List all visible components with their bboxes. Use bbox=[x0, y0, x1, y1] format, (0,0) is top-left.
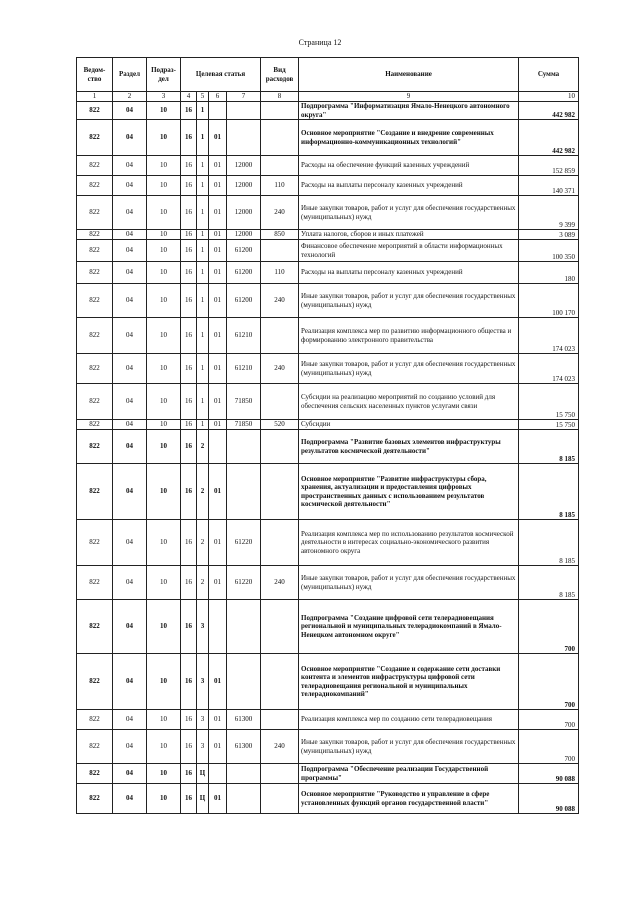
index-cell: 7 bbox=[227, 92, 261, 102]
expense-type-cell bbox=[261, 764, 299, 784]
target-direction-cell bbox=[227, 464, 261, 520]
amount-cell: 15 750 bbox=[519, 384, 579, 420]
amount-cell: 100 350 bbox=[519, 240, 579, 262]
expense-type-cell bbox=[261, 784, 299, 814]
target-program-cell: 16 bbox=[181, 196, 197, 230]
expense-type-cell: 520 bbox=[261, 420, 299, 430]
target-subprogram-cell: 3 bbox=[197, 710, 209, 730]
target-activity-cell: 01 bbox=[209, 354, 227, 384]
index-cell: 6 bbox=[209, 92, 227, 102]
target-activity-cell: 01 bbox=[209, 710, 227, 730]
name-cell: Финансовое обеспечение мероприятий в области информационных технологий bbox=[299, 240, 519, 262]
section-code-cell: 04 bbox=[113, 730, 147, 764]
target-subprogram-cell: 1 bbox=[197, 354, 209, 384]
section-code-cell: 04 bbox=[113, 764, 147, 784]
target-activity-cell bbox=[209, 102, 227, 120]
target-activity-cell: 01 bbox=[209, 420, 227, 430]
target-program-cell: 16 bbox=[181, 520, 197, 566]
column-index-row bbox=[77, 92, 579, 102]
target-direction-cell: 71850 bbox=[227, 420, 261, 430]
target-subprogram-cell: 1 bbox=[197, 420, 209, 430]
expense-type-cell bbox=[261, 156, 299, 176]
target-direction-cell: 12000 bbox=[227, 196, 261, 230]
target-activity-cell: 01 bbox=[209, 318, 227, 354]
expense-type-cell: 240 bbox=[261, 566, 299, 600]
target-program-cell: 16 bbox=[181, 318, 197, 354]
target-direction-cell bbox=[227, 102, 261, 120]
target-subprogram-cell: 2 bbox=[197, 520, 209, 566]
amount-cell: 140 371 bbox=[519, 176, 579, 196]
target-direction-cell bbox=[227, 120, 261, 156]
section-code-cell: 04 bbox=[113, 464, 147, 520]
target-direction-cell: 61300 bbox=[227, 730, 261, 764]
table-row bbox=[77, 384, 579, 420]
section-code-cell: 04 bbox=[113, 710, 147, 730]
name-cell: Реализация комплекса мер по созданию сети телерадиовещания bbox=[299, 710, 519, 730]
target-program-cell: 16 bbox=[181, 566, 197, 600]
name-cell: Уплата налогов, сборов и иных платежей bbox=[299, 230, 519, 240]
target-subprogram-cell: 2 bbox=[197, 566, 209, 600]
amount-cell: 700 bbox=[519, 710, 579, 730]
table-row bbox=[77, 654, 579, 710]
section-code-cell: 04 bbox=[113, 156, 147, 176]
table-row bbox=[77, 354, 579, 384]
subsection-code-cell: 10 bbox=[147, 654, 181, 710]
target-program-cell: 16 bbox=[181, 654, 197, 710]
target-subprogram-cell: 1 bbox=[197, 284, 209, 318]
target-activity-cell: 01 bbox=[209, 730, 227, 764]
department-code-cell: 822 bbox=[77, 764, 113, 784]
target-subprogram-cell: 3 bbox=[197, 600, 209, 654]
target-direction-cell: 61220 bbox=[227, 520, 261, 566]
section-code-cell: 04 bbox=[113, 102, 147, 120]
department-code-cell: 822 bbox=[77, 654, 113, 710]
amount-cell: 90 088 bbox=[519, 764, 579, 784]
header-razdel: Раздел bbox=[113, 58, 147, 92]
table-row bbox=[77, 262, 579, 284]
subsection-code-cell: 10 bbox=[147, 384, 181, 420]
target-subprogram-cell: 1 bbox=[197, 230, 209, 240]
subsection-code-cell: 10 bbox=[147, 764, 181, 784]
target-activity-cell: 01 bbox=[209, 230, 227, 240]
department-code-cell: 822 bbox=[77, 354, 113, 384]
section-code-cell: 04 bbox=[113, 784, 147, 814]
target-program-cell: 16 bbox=[181, 464, 197, 520]
target-direction-cell bbox=[227, 600, 261, 654]
target-program-cell: 16 bbox=[181, 430, 197, 464]
name-cell: Субсидии на реализацию мероприятий по созданию условий для обеспечения сельских населенных пунктов услугами связи bbox=[299, 384, 519, 420]
target-activity-cell bbox=[209, 600, 227, 654]
target-program-cell: 16 bbox=[181, 354, 197, 384]
target-direction-cell bbox=[227, 654, 261, 710]
target-subprogram-cell: 1 bbox=[197, 318, 209, 354]
expense-type-cell bbox=[261, 318, 299, 354]
department-code-cell: 822 bbox=[77, 230, 113, 240]
name-cell: Расходы на выплаты персоналу казенных учреждений bbox=[299, 176, 519, 196]
amount-cell: 15 750 bbox=[519, 420, 579, 430]
target-program-cell: 16 bbox=[181, 240, 197, 262]
table-row bbox=[77, 600, 579, 654]
table-row bbox=[77, 318, 579, 354]
target-activity-cell: 01 bbox=[209, 520, 227, 566]
target-direction-cell: 61200 bbox=[227, 284, 261, 318]
target-direction-cell: 61200 bbox=[227, 240, 261, 262]
target-activity-cell: 01 bbox=[209, 176, 227, 196]
target-direction-cell: 61210 bbox=[227, 318, 261, 354]
subsection-code-cell: 10 bbox=[147, 420, 181, 430]
target-direction-cell: 12000 bbox=[227, 156, 261, 176]
name-cell: Иные закупки товаров, работ и услуг для обеспечения государственных (муниципальных) нужд bbox=[299, 730, 519, 764]
subsection-code-cell: 10 bbox=[147, 262, 181, 284]
table-row bbox=[77, 464, 579, 520]
name-cell: Расходы на обеспечение функций казенных учреждений bbox=[299, 156, 519, 176]
section-code-cell: 04 bbox=[113, 384, 147, 420]
subsection-code-cell: 10 bbox=[147, 354, 181, 384]
expense-type-cell bbox=[261, 384, 299, 420]
department-code-cell: 822 bbox=[77, 710, 113, 730]
amount-cell: 8 185 bbox=[519, 464, 579, 520]
target-program-cell: 16 bbox=[181, 764, 197, 784]
name-cell: Расходы на выплаты персоналу казенных учреждений bbox=[299, 262, 519, 284]
department-code-cell: 822 bbox=[77, 464, 113, 520]
header-podrazdel: Подраз-дел bbox=[147, 58, 181, 92]
department-code-cell: 822 bbox=[77, 520, 113, 566]
target-subprogram-cell: 1 bbox=[197, 384, 209, 420]
subsection-code-cell: 10 bbox=[147, 240, 181, 262]
name-cell: Основное мероприятие "Руководство и управление в сфере установленных функций органов государственной власти" bbox=[299, 784, 519, 814]
section-code-cell: 04 bbox=[113, 600, 147, 654]
department-code-cell: 822 bbox=[77, 730, 113, 764]
amount-cell: 174 023 bbox=[519, 318, 579, 354]
table-row bbox=[77, 710, 579, 730]
target-subprogram-cell: 1 bbox=[197, 196, 209, 230]
page-label: Страница 12 bbox=[298, 38, 342, 47]
amount-cell: 700 bbox=[519, 654, 579, 710]
section-code-cell: 04 bbox=[113, 520, 147, 566]
department-code-cell: 822 bbox=[77, 384, 113, 420]
target-program-cell: 16 bbox=[181, 230, 197, 240]
expense-type-cell bbox=[261, 102, 299, 120]
header-naimenovanie: Наименование bbox=[299, 58, 519, 92]
table-row bbox=[77, 102, 579, 120]
department-code-cell: 822 bbox=[77, 262, 113, 284]
target-activity-cell: 01 bbox=[209, 464, 227, 520]
target-subprogram-cell: 2 bbox=[197, 430, 209, 464]
target-activity-cell: 01 bbox=[209, 120, 227, 156]
table-row bbox=[77, 420, 579, 430]
subsection-code-cell: 10 bbox=[147, 230, 181, 240]
amount-cell: 9 399 bbox=[519, 196, 579, 230]
subsection-code-cell: 10 bbox=[147, 730, 181, 764]
subsection-code-cell: 10 bbox=[147, 120, 181, 156]
target-direction-cell: 61200 bbox=[227, 262, 261, 284]
target-activity-cell: 01 bbox=[209, 240, 227, 262]
section-code-cell: 04 bbox=[113, 318, 147, 354]
department-code-cell: 822 bbox=[77, 566, 113, 600]
subsection-code-cell: 10 bbox=[147, 318, 181, 354]
amount-cell: 442 982 bbox=[519, 102, 579, 120]
index-cell: 10 bbox=[519, 92, 579, 102]
name-cell: Подпрограмма "Развитие базовых элементов инфраструктуры результатов космической деятельности" bbox=[299, 430, 519, 464]
table-body bbox=[77, 102, 579, 814]
header-tselevaya-statya: Целевая статья bbox=[181, 58, 261, 92]
expense-type-cell bbox=[261, 240, 299, 262]
department-code-cell: 822 bbox=[77, 784, 113, 814]
target-direction-cell bbox=[227, 784, 261, 814]
department-code-cell: 822 bbox=[77, 156, 113, 176]
name-cell: Реализация комплекса мер по использованию результатов космической деятельности в интересах социально-экономического развития автономного округа bbox=[299, 520, 519, 566]
table-row bbox=[77, 176, 579, 196]
amount-cell: 100 170 bbox=[519, 284, 579, 318]
budget-table bbox=[76, 57, 579, 814]
section-code-cell: 04 bbox=[113, 240, 147, 262]
subsection-code-cell: 10 bbox=[147, 102, 181, 120]
target-program-cell: 16 bbox=[181, 600, 197, 654]
amount-cell: 8 185 bbox=[519, 566, 579, 600]
section-code-cell: 04 bbox=[113, 262, 147, 284]
header-vid-raskhodov: Вид расходов bbox=[261, 58, 299, 92]
target-activity-cell: 01 bbox=[209, 156, 227, 176]
target-program-cell: 16 bbox=[181, 120, 197, 156]
target-program-cell: 16 bbox=[181, 384, 197, 420]
target-program-cell: 16 bbox=[181, 262, 197, 284]
subsection-code-cell: 10 bbox=[147, 520, 181, 566]
target-activity-cell: 01 bbox=[209, 262, 227, 284]
target-subprogram-cell: 1 bbox=[197, 240, 209, 262]
expense-type-cell bbox=[261, 430, 299, 464]
table-row bbox=[77, 156, 579, 176]
index-cell: 5 bbox=[197, 92, 209, 102]
expense-type-cell: 240 bbox=[261, 354, 299, 384]
target-direction-cell bbox=[227, 430, 261, 464]
table-row bbox=[77, 764, 579, 784]
expense-type-cell: 240 bbox=[261, 730, 299, 764]
table-row bbox=[77, 566, 579, 600]
subsection-code-cell: 10 bbox=[147, 566, 181, 600]
department-code-cell: 822 bbox=[77, 102, 113, 120]
target-program-cell: 16 bbox=[181, 730, 197, 764]
target-activity-cell: 01 bbox=[209, 566, 227, 600]
target-activity-cell bbox=[209, 430, 227, 464]
subsection-code-cell: 10 bbox=[147, 284, 181, 318]
index-cell: 4 bbox=[181, 92, 197, 102]
target-subprogram-cell: 1 bbox=[197, 120, 209, 156]
department-code-cell: 822 bbox=[77, 196, 113, 230]
amount-cell: 90 088 bbox=[519, 784, 579, 814]
subsection-code-cell: 10 bbox=[147, 176, 181, 196]
expense-type-cell bbox=[261, 520, 299, 566]
target-subprogram-cell: 1 bbox=[197, 176, 209, 196]
target-direction-cell: 12000 bbox=[227, 230, 261, 240]
target-program-cell: 16 bbox=[181, 784, 197, 814]
name-cell: Иные закупки товаров, работ и услуг для обеспечения государственных (муниципальных) нужд bbox=[299, 196, 519, 230]
target-subprogram-cell: Ц bbox=[197, 784, 209, 814]
name-cell: Реализация комплекса мер по развитию информационного общества и формированию электронного правительства bbox=[299, 318, 519, 354]
header-vedomstvo: Ведом-ство bbox=[77, 58, 113, 92]
table-row bbox=[77, 230, 579, 240]
expense-type-cell bbox=[261, 654, 299, 710]
table-row bbox=[77, 784, 579, 814]
section-code-cell: 04 bbox=[113, 354, 147, 384]
department-code-cell: 822 bbox=[77, 240, 113, 262]
name-cell: Иные закупки товаров, работ и услуг для обеспечения государственных (муниципальных) нужд bbox=[299, 354, 519, 384]
subsection-code-cell: 10 bbox=[147, 156, 181, 176]
table-row bbox=[77, 240, 579, 262]
section-code-cell: 04 bbox=[113, 566, 147, 600]
subsection-code-cell: 10 bbox=[147, 464, 181, 520]
target-direction-cell bbox=[227, 764, 261, 784]
expense-type-cell bbox=[261, 710, 299, 730]
name-cell: Подпрограмма "Информатизация Ямало-Ненецкого автономного округа" bbox=[299, 102, 519, 120]
target-activity-cell: 01 bbox=[209, 654, 227, 710]
target-activity-cell bbox=[209, 764, 227, 784]
expense-type-cell bbox=[261, 120, 299, 156]
expense-type-cell: 110 bbox=[261, 262, 299, 284]
table-row bbox=[77, 196, 579, 230]
section-code-cell: 04 bbox=[113, 196, 147, 230]
expense-type-cell bbox=[261, 600, 299, 654]
table-row bbox=[77, 284, 579, 318]
expense-type-cell: 240 bbox=[261, 196, 299, 230]
target-program-cell: 16 bbox=[181, 284, 197, 318]
subsection-code-cell: 10 bbox=[147, 710, 181, 730]
target-activity-cell: 01 bbox=[209, 384, 227, 420]
amount-cell: 8 185 bbox=[519, 520, 579, 566]
target-direction-cell: 61220 bbox=[227, 566, 261, 600]
expense-type-cell bbox=[261, 464, 299, 520]
target-subprogram-cell: 1 bbox=[197, 262, 209, 284]
department-code-cell: 822 bbox=[77, 420, 113, 430]
target-subprogram-cell: Ц bbox=[197, 764, 209, 784]
amount-cell: 152 859 bbox=[519, 156, 579, 176]
name-cell: Основное мероприятие "Создание и внедрение современных информационно-коммуникационных технологий" bbox=[299, 120, 519, 156]
target-direction-cell: 61210 bbox=[227, 354, 261, 384]
target-program-cell: 16 bbox=[181, 710, 197, 730]
section-code-cell: 04 bbox=[113, 430, 147, 464]
target-direction-cell: 12000 bbox=[227, 176, 261, 196]
index-cell: 9 bbox=[299, 92, 519, 102]
section-code-cell: 04 bbox=[113, 420, 147, 430]
subsection-code-cell: 10 bbox=[147, 196, 181, 230]
subsection-code-cell: 10 bbox=[147, 784, 181, 814]
target-program-cell: 16 bbox=[181, 176, 197, 196]
index-cell: 3 bbox=[147, 92, 181, 102]
amount-cell: 8 185 bbox=[519, 430, 579, 464]
department-code-cell: 822 bbox=[77, 430, 113, 464]
subsection-code-cell: 10 bbox=[147, 430, 181, 464]
section-code-cell: 04 bbox=[113, 230, 147, 240]
target-program-cell: 16 bbox=[181, 102, 197, 120]
table-row bbox=[77, 120, 579, 156]
subsection-code-cell: 10 bbox=[147, 600, 181, 654]
department-code-cell: 822 bbox=[77, 176, 113, 196]
expense-type-cell: 850 bbox=[261, 230, 299, 240]
name-cell: Иные закупки товаров, работ и услуг для обеспечения государственных (муниципальных) нужд bbox=[299, 566, 519, 600]
department-code-cell: 822 bbox=[77, 318, 113, 354]
department-code-cell: 822 bbox=[77, 120, 113, 156]
name-cell: Подпрограмма "Создание цифровой сети телерадиовещания региональной и муниципальных телерадиокомпаний в Ямало-Ненецком автономном округе" bbox=[299, 600, 519, 654]
target-activity-cell: 01 bbox=[209, 784, 227, 814]
table-row bbox=[77, 730, 579, 764]
name-cell: Основное мероприятие "Создание и содержание сети доставки контента и элементов инфраструктуры цифровой сети телерадиовещания региональной и муниципальных телерадиокомпаний" bbox=[299, 654, 519, 710]
amount-cell: 180 bbox=[519, 262, 579, 284]
index-cell: 8 bbox=[261, 92, 299, 102]
target-direction-cell: 71850 bbox=[227, 384, 261, 420]
target-direction-cell: 61300 bbox=[227, 710, 261, 730]
table-row bbox=[77, 430, 579, 464]
name-cell: Подпрограмма "Обеспечение реализации Государственной программы" bbox=[299, 764, 519, 784]
amount-cell: 700 bbox=[519, 730, 579, 764]
header-summa: Сумма bbox=[519, 58, 579, 92]
department-code-cell: 822 bbox=[77, 600, 113, 654]
amount-cell: 3 089 bbox=[519, 230, 579, 240]
amount-cell: 442 982 bbox=[519, 120, 579, 156]
target-subprogram-cell: 2 bbox=[197, 464, 209, 520]
name-cell: Иные закупки товаров, работ и услуг для обеспечения государственных (муниципальных) нужд bbox=[299, 284, 519, 318]
section-code-cell: 04 bbox=[113, 176, 147, 196]
section-code-cell: 04 bbox=[113, 284, 147, 318]
expense-type-cell: 110 bbox=[261, 176, 299, 196]
amount-cell: 174 023 bbox=[519, 354, 579, 384]
name-cell: Субсидии bbox=[299, 420, 519, 430]
index-cell: 1 bbox=[77, 92, 113, 102]
target-subprogram-cell: 3 bbox=[197, 654, 209, 710]
section-code-cell: 04 bbox=[113, 654, 147, 710]
target-subprogram-cell: 3 bbox=[197, 730, 209, 764]
amount-cell: 700 bbox=[519, 600, 579, 654]
section-code-cell: 04 bbox=[113, 120, 147, 156]
table-row bbox=[77, 520, 579, 566]
department-code-cell: 822 bbox=[77, 284, 113, 318]
name-cell: Основное мероприятие "Развитие инфраструктуры сбора, хранения, актуализации и предоставления цифровых пространственных данных с использованием результатов космической деятельности" bbox=[299, 464, 519, 520]
target-activity-cell: 01 bbox=[209, 284, 227, 318]
target-activity-cell: 01 bbox=[209, 196, 227, 230]
expense-type-cell: 240 bbox=[261, 284, 299, 318]
target-program-cell: 16 bbox=[181, 156, 197, 176]
target-subprogram-cell: 1 bbox=[197, 102, 209, 120]
index-cell: 2 bbox=[113, 92, 147, 102]
target-subprogram-cell: 1 bbox=[197, 156, 209, 176]
target-program-cell: 16 bbox=[181, 420, 197, 430]
